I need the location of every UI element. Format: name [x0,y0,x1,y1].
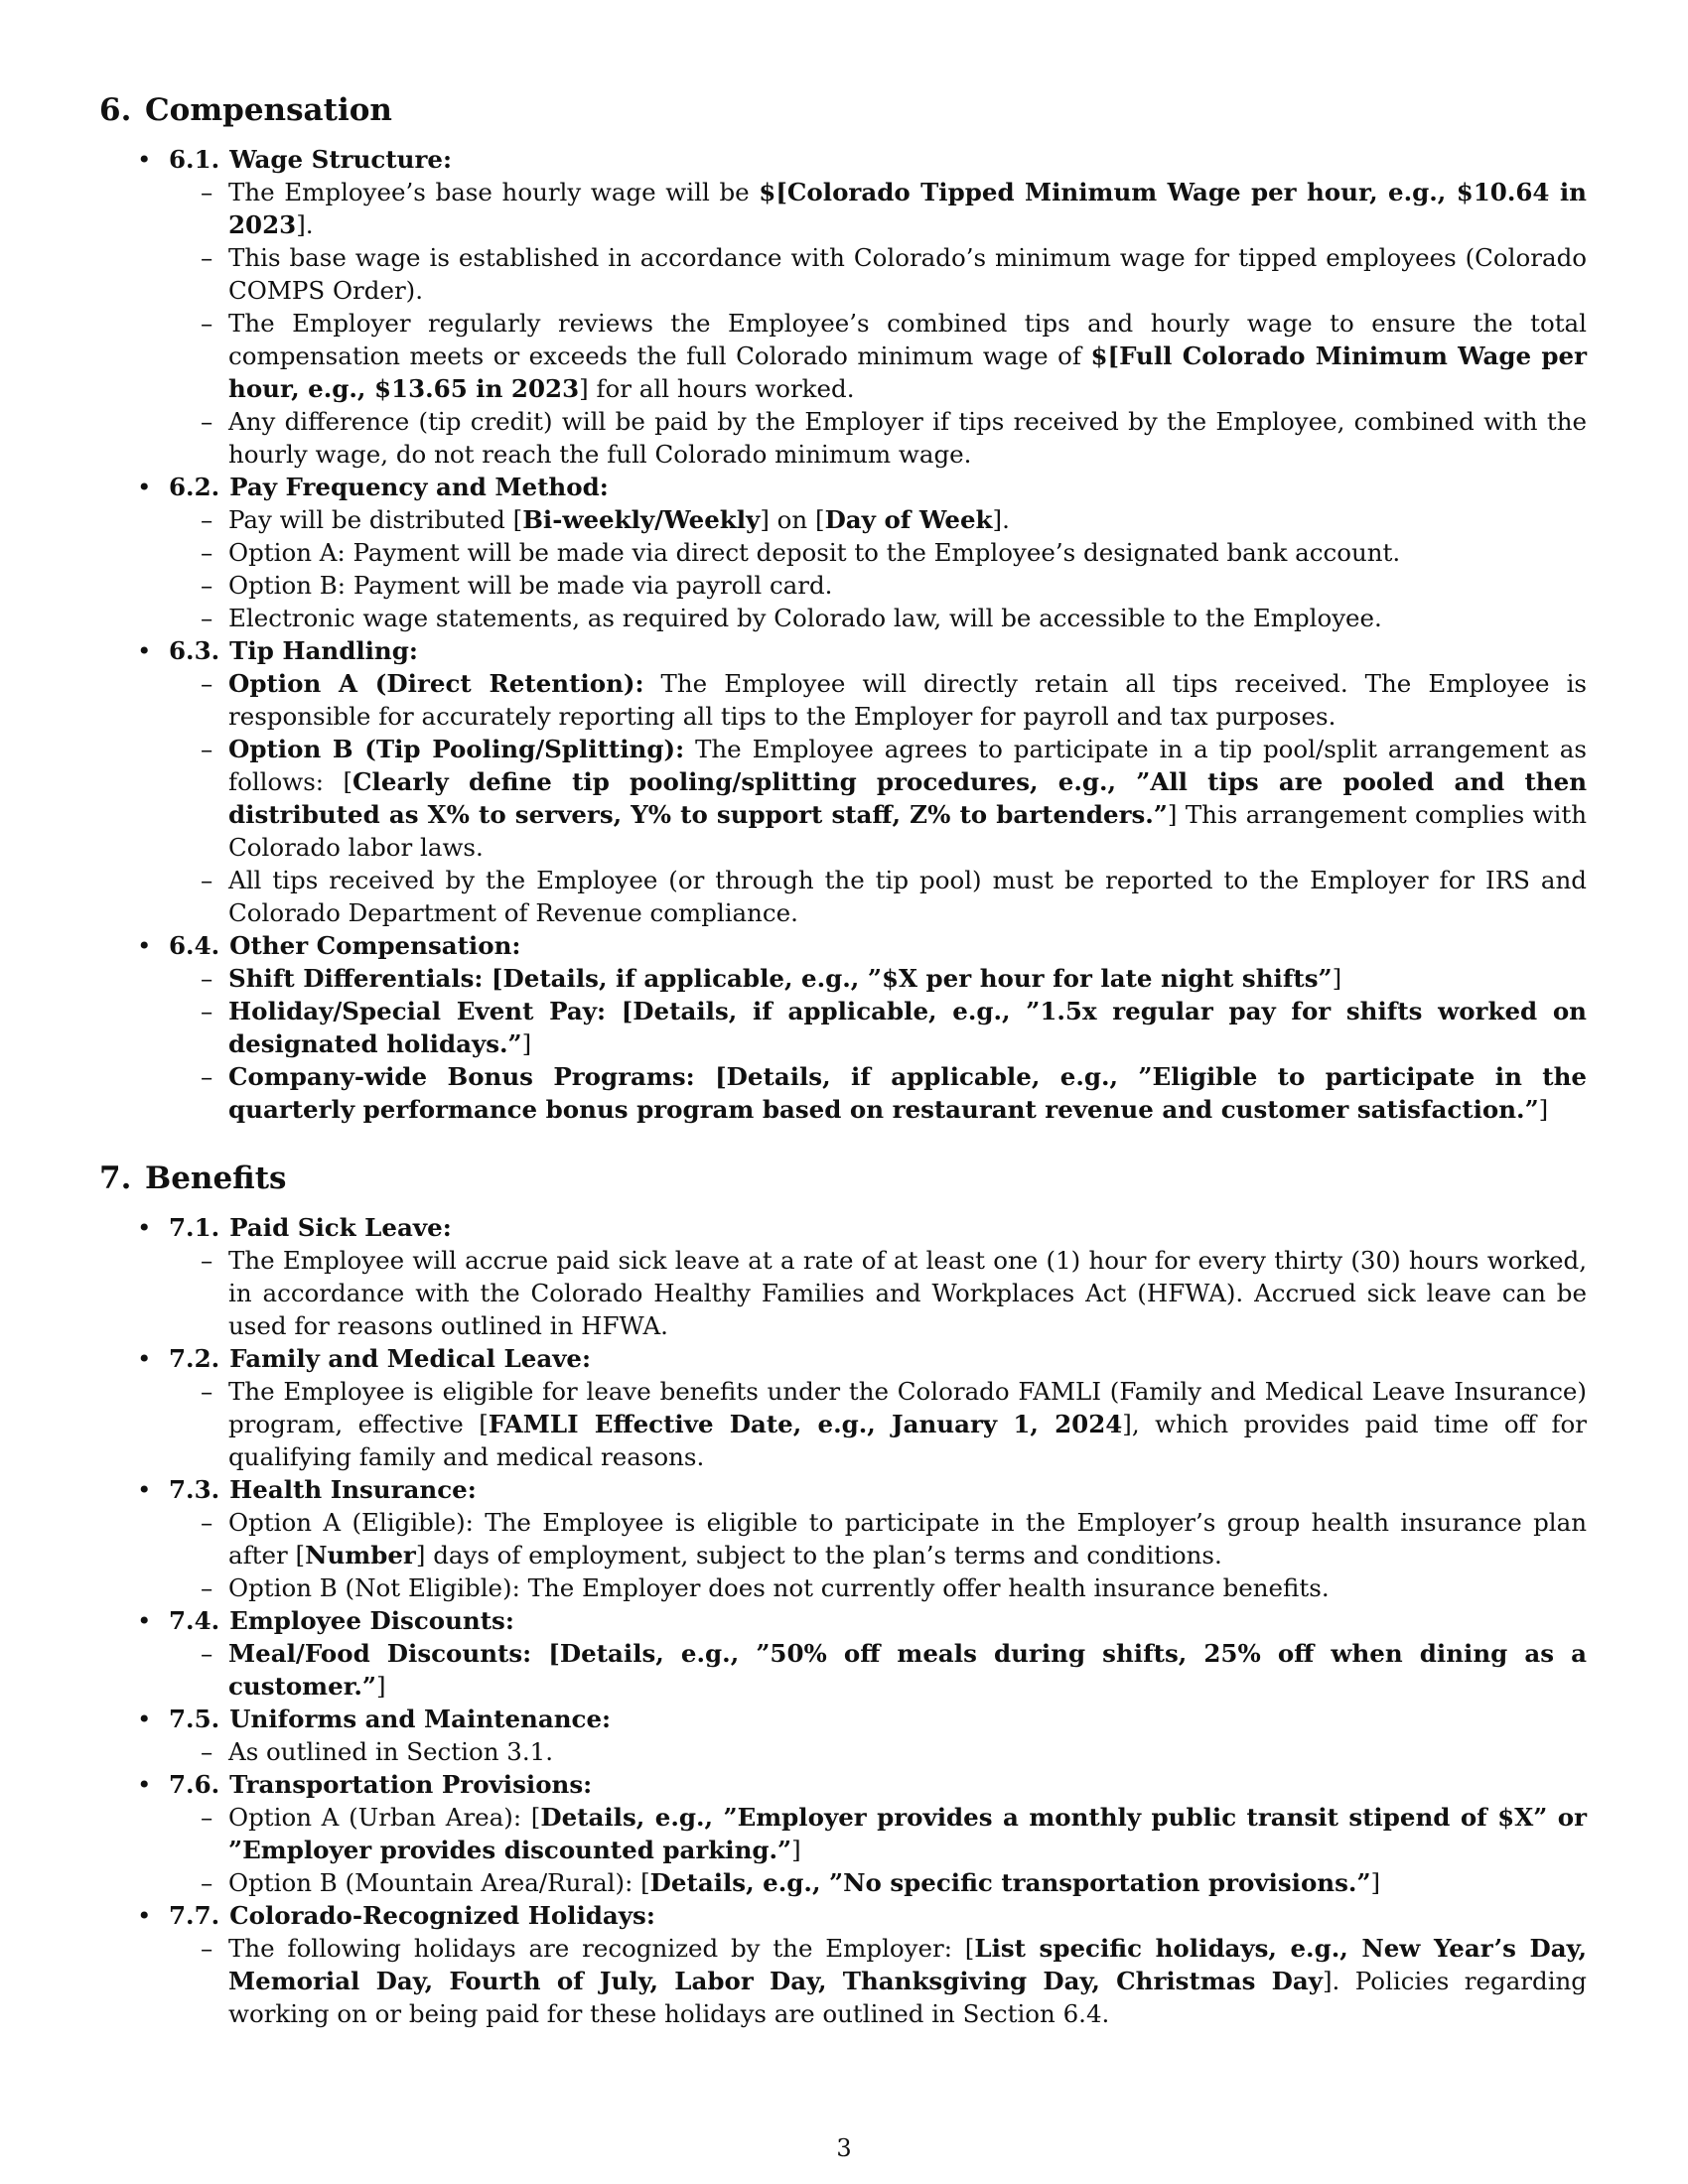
bold-text: FAMLI Effective Date, e.g., January 1, 2024 [488,1410,1123,1438]
subsection [99,143,1589,471]
text: Option A (Urban Area): [ [228,1803,541,1832]
section-heading [99,1160,1589,1197]
subsection-title: Employee Discounts: [229,1606,514,1635]
text: ] [375,1672,386,1701]
text: ]. [992,505,1010,534]
text: The Employee will accrue paid sick leave at a rate of at least one (1) hour for every thirty (30) hours worked, in accordance with the Colorado Healthy Families and Workplaces Act (HFWA). Accrued sick leave can be used for reasons outlined in HFWA. [228,1246,1587,1340]
bold-text: Shift Differentials: [Details, if applicable, e.g., ”$X per hour for late night shifts” [228,964,1333,993]
page-number: 3 [836,2134,852,2162]
text: As outlined in Section 3.1. [228,1737,554,1766]
section-title: Compensation [145,92,392,128]
text: ] [1538,1095,1549,1124]
subsection-title: Wage Structure: [229,145,452,174]
subsection-heading [99,1211,1589,1244]
subsection-title: Transportation Provisions: [229,1770,593,1799]
list-item [99,503,1589,536]
subsection [99,929,1589,1126]
text: The following holidays are recognized by the Employer: [ [228,1934,975,1963]
subsection-title: Tip Handling: [229,636,418,665]
text: ] [791,1836,801,1864]
list-item [99,1735,1589,1768]
bold-text: Meal/Food Discounts: [Details, e.g., ”50% off meals during shifts, 25% off when dining as a customer.” [228,1639,1587,1701]
subsection-heading [99,1899,1589,1932]
subsection-number: 7.1. [169,1213,220,1242]
bold-text: List specific holidays, e.g., New Year’s Day, Memorial Day, Fourth of July, Labor Day, Thanksgiving Day, Christmas Day [228,1934,1587,1995]
bold-text: $[Full Colorado Minimum Wage per hour, e.g., $13.65 in 2023 [228,341,1587,403]
text: Electronic wage statements, as required by Colorado law, will be accessible to the Employee. [228,604,1382,632]
text: ] This arrangement complies with Colorado labor laws. [228,800,1587,862]
text: All tips received by the Employee (or through the tip pool) must be reported to the Employer for IRS and Colorado Department of Revenue compliance. [228,866,1587,927]
subsection-number: 6.4. [169,931,220,960]
bold-text: Details, e.g., ”Employer provides a monthly public transit stipend of $X” or ”Employer provides discounted parking.” [228,1803,1587,1864]
list-item [99,1801,1589,1866]
list-item [99,1506,1589,1571]
subsection-title: Pay Frequency and Method: [229,473,609,501]
list-item [99,962,1589,995]
list-item [99,1375,1589,1473]
bold-text: Holiday/Special Event Pay: [Details, if applicable, e.g., ”1.5x regular pay for shifts worked on designated holidays.” [228,997,1587,1058]
list-item [99,733,1589,864]
list-item [99,1571,1589,1604]
section-number: 7. [99,1160,132,1196]
section-number: 6. [99,92,132,128]
subsection [99,1899,1589,2030]
bold-text: Day of Week [824,505,993,534]
bold-text: Company-wide Bonus Programs: [Details, if applicable, e.g., ”Eligible to participate in the quarterly performance bonus program based on restaurant revenue and customer satisfaction.” [228,1062,1587,1124]
subsection-heading [99,1703,1589,1735]
text: The Employee will directly retain all tips received. The Employee is responsible for accurately reporting all tips to the Employer for payroll and tax purposes. [228,669,1587,731]
subsection-heading [99,1473,1589,1506]
subsection-title: Colorado-Recognized Holidays: [229,1901,655,1930]
text: Option B (Mountain Area/Rural): [ [228,1868,650,1897]
text: ]. [296,210,314,239]
text: The Employer regularly reviews the Employee’s combined tips and hourly wage to ensure the total compensation meets or exceeds the full Colorado minimum wage of [228,309,1587,370]
list-item [99,602,1589,634]
subsection [99,634,1589,929]
subsection-title: Other Compensation: [229,931,521,960]
subsection [99,1342,1589,1473]
subsection-number: 7.4. [169,1606,220,1635]
text: ] [1370,1868,1381,1897]
text: The Employee’s base hourly wage will be [228,178,760,206]
subsection-number: 7.2. [169,1344,220,1373]
text: This base wage is established in accordance with Colorado’s minimum wage for tipped employees (Colorado COMPS Order). [228,243,1587,305]
text: ] for all hours worked. [579,374,855,403]
text: Pay will be distributed [ [228,505,523,534]
list-item [99,536,1589,569]
subsection-heading [99,143,1589,176]
list-item [99,405,1589,471]
list-item [99,307,1589,405]
subsection-heading [99,471,1589,503]
bold-text: $[Colorado Tipped Minimum Wage per hour, e.g., $10.64 in 2023 [228,178,1587,239]
subsection [99,1604,1589,1703]
list-item [99,864,1589,929]
list-item [99,569,1589,602]
text: The Employee is eligible for leave benefits under the Colorado FAMLI (Family and Medical Leave Insurance) program, effective [ [228,1377,1587,1438]
subsection [99,1703,1589,1768]
text: Option B: Payment will be made via payroll card. [228,571,833,600]
section-heading [99,91,1589,129]
text: Option B (Not Eligible): The Employer does not currently offer health insurance benefits. [228,1573,1330,1602]
bold-text: Number [305,1541,416,1570]
subsection-title: Uniforms and Maintenance: [229,1705,612,1733]
list-item [99,1932,1589,2030]
subsection-number: 6.2. [169,473,220,501]
text: ], which provides paid time off for qualifying family and medical reasons. [228,1410,1587,1471]
text: ]. Policies regarding working on or being paid for these holidays are outlined in Section 6.4. [228,1967,1587,2028]
text: The Employee agrees to participate in a tip pool/split arrangement as follows: [ [228,735,1587,796]
list-item [99,667,1589,733]
list-item [99,1244,1589,1342]
section-gap [99,1126,1589,1160]
section-title: Benefits [145,1160,287,1196]
text: Any difference (tip credit) will be paid by the Employer if tips received by the Employee, combined with the hourly wage, do not reach the full Colorado minimum wage. [228,407,1587,469]
subsection-number: 7.6. [169,1770,220,1799]
bold-text: Option A (Direct Retention): [228,669,644,698]
document-body [99,91,1589,2030]
text: ] days of employment, subject to the plan’s terms and conditions. [415,1541,1222,1570]
subsection-title: Paid Sick Leave: [229,1213,452,1242]
bold-text: Clearly define tip pooling/splitting procedures, e.g., ”All tips are pooled and then distributed as X% to servers, Y% to support staff, Z% to bartenders.” [228,767,1588,829]
bold-text: Option B (Tip Pooling/Splitting): [228,735,685,763]
subsection-title: Family and Medical Leave: [229,1344,592,1373]
text: Option A (Eligible): The Employee is eligible to participate in the Employer’s group health insurance plan after [ [228,1508,1587,1570]
subsection [99,471,1589,634]
subsection-number: 6.3. [169,636,220,665]
subsection-number: 7.5. [169,1705,220,1733]
list-item [99,995,1589,1060]
text: ] [1332,964,1342,993]
list-item [99,1637,1589,1703]
list-item [99,241,1589,307]
subsection-number: 6.1. [169,145,220,174]
text: ] on [ [760,505,825,534]
subsection-heading [99,634,1589,667]
bold-text: Details, e.g., ”No specific transportation provisions.” [649,1868,1371,1897]
text: Option A: Payment will be made via direct deposit to the Employee’s designated bank account. [228,538,1401,567]
text: ] [521,1029,532,1058]
subsection-heading [99,929,1589,962]
subsection-title: Health Insurance: [229,1475,477,1504]
list-item [99,1866,1589,1899]
bold-text: Bi-weekly/Weekly [522,505,761,534]
subsection-number: 7.3. [169,1475,220,1504]
list-item [99,176,1589,241]
list-item [99,1060,1589,1126]
subsection [99,1211,1589,1342]
subsection [99,1473,1589,1604]
subsection-heading [99,1342,1589,1375]
subsection-number: 7.7. [169,1901,220,1930]
subsection-heading [99,1604,1589,1637]
subsection-heading [99,1768,1589,1801]
subsection [99,1768,1589,1899]
